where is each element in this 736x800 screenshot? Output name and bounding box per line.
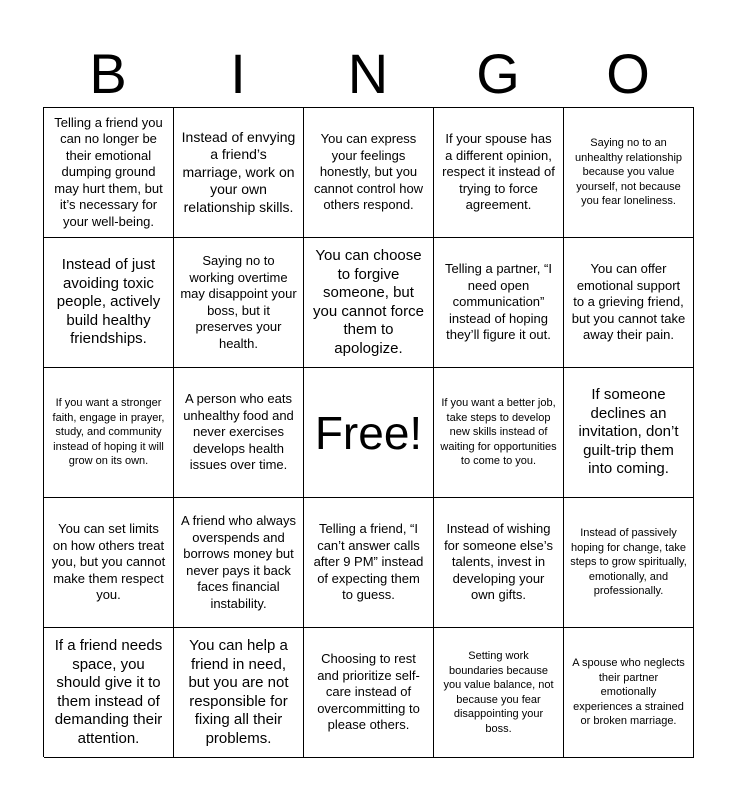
bingo-cell[interactable] [44, 108, 174, 238]
bingo-cell[interactable] [434, 108, 564, 238]
bingo-cell[interactable] [44, 368, 174, 498]
bingo-cell[interactable] [174, 108, 304, 238]
cell-text: Telling a partner, “I need open communication” instead of hoping they’ll figure it out. [445, 261, 552, 343]
cell-text: Choosing to rest and prioritize self-care instead of overcommitting to please others. [317, 651, 420, 733]
cell-text: You can choose to forgive someone, but you cannot force them to apologize. [313, 247, 424, 357]
cell-text: Setting work boundaries because you value balance, not because you fear disappointing your boss. [443, 650, 554, 735]
bingo-cell[interactable] [174, 238, 304, 368]
bingo-cell[interactable] [44, 498, 174, 628]
bingo-cell[interactable] [434, 368, 564, 498]
bingo-cell[interactable] [564, 628, 694, 758]
bingo-cell[interactable] [564, 108, 694, 238]
bingo-cell[interactable] [304, 108, 434, 238]
bingo-cell[interactable] [564, 238, 694, 368]
header-letter-o: O [606, 42, 650, 105]
cell-text: A friend who always overspends and borrows money but never pays it back faces financial instability. [181, 513, 296, 611]
cell-text: Telling a friend, “I can’t answer calls after 9 PM” instead of expecting them to guess. [313, 521, 424, 603]
cell-text: A spouse who neglects their partner emotionally experiences a strained or broken marriage. [572, 657, 685, 728]
cell-text: You can offer emotional support to a grieving friend, but you cannot take away their pain. [571, 261, 686, 343]
cell-text: Instead of envying a friend’s marriage, work on your own relationship skills. [181, 128, 296, 215]
free-space-label: Free! [314, 406, 423, 459]
bingo-header [43, 40, 693, 108]
cell-text: A person who eats unhealthy food and never exercises develops health issues over time. [183, 391, 294, 473]
cell-text: Saying no to working overtime may disappoint your boss, but it preserves your health. [180, 253, 297, 351]
cell-text: You can express your feelings honestly, but you cannot control how others respond. [313, 131, 424, 213]
bingo-cell[interactable] [304, 498, 434, 628]
bingo-cell[interactable] [44, 238, 174, 368]
bingo-cell[interactable] [174, 628, 304, 758]
bingo-cell[interactable] [564, 368, 694, 498]
header-letter-i: I [230, 42, 246, 105]
cell-text: If a friend needs space, you should give it to them instead of demanding their attention. [54, 637, 163, 747]
bingo-grid [43, 107, 694, 757]
cell-text: Instead of passively hoping for change, take steps to grow spiritually, emotionally, and professionally. [570, 527, 687, 598]
bingo-cell[interactable] [44, 628, 174, 758]
bingo-cell[interactable] [304, 628, 434, 758]
bingo-cell[interactable] [304, 238, 434, 368]
cell-text: Telling a friend you can no longer be their emotional dumping ground may hurt them, but it’s necessary for your well-being. [54, 114, 163, 229]
bingo-cell[interactable] [434, 628, 564, 758]
bingo-cell[interactable] [564, 498, 694, 628]
bingo-cell[interactable] [434, 498, 564, 628]
cell-text: Instead of just avoiding toxic people, actively build healthy friendships. [56, 256, 161, 348]
cell-text: If your spouse has a different opinion, respect it instead of trying to force agreement. [442, 131, 555, 213]
cell-text: Saying no to an unhealthy relationship because you value yourself, not because you fear loneliness. [574, 137, 683, 208]
cell-text: You can help a friend in need, but you are not responsible for fixing all their problems. [188, 637, 289, 747]
cell-text: You can set limits on how others treat you, but you cannot make them respect you. [51, 521, 166, 603]
bingo-cell[interactable] [174, 498, 304, 628]
bingo-cell[interactable] [434, 238, 564, 368]
header-letter-n: N [347, 42, 389, 105]
cell-text: If you want a stronger faith, engage in prayer, study, and community instead of hoping it will grow on its own. [52, 397, 165, 468]
header-letter-g: G [476, 42, 520, 105]
cell-text: If you want a better job, take steps to develop new skills instead of waiting for opportunities to come to you. [440, 397, 557, 468]
free-space[interactable] [304, 368, 434, 498]
cell-text: If someone declines an invitation, don’t guilt-trip them into coming. [578, 386, 679, 478]
bingo-cell[interactable] [174, 368, 304, 498]
header-letter-b: B [89, 42, 127, 105]
cell-text: Instead of wishing for someone else’s talents, invest in developing your own gifts. [444, 521, 553, 603]
